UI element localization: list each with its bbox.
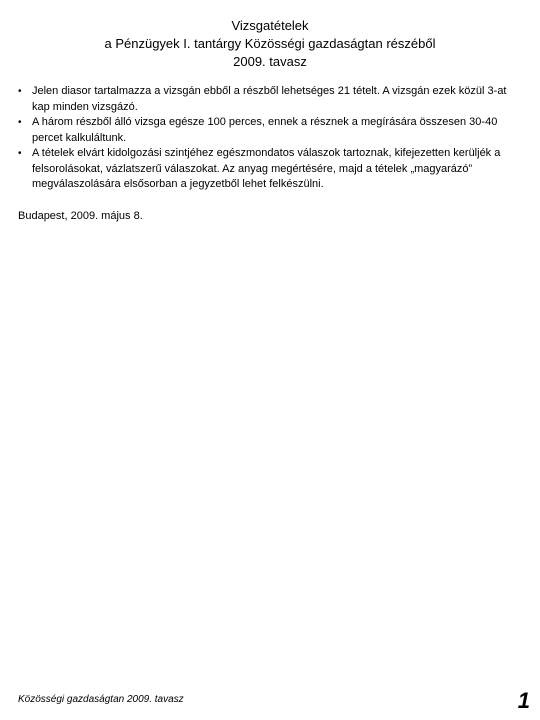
footer-text: Közösségi gazdaságtan 2009. tavasz (18, 694, 184, 705)
bullet-text: A három részből álló vizsga egésze 100 perces, ennek a résznek a megírására összesen 30-40 percet kalkuláltunk. (32, 116, 498, 144)
bullet-icon: • (18, 148, 22, 159)
bullet-item (18, 146, 526, 193)
title-line-3: 2009. tavasz (233, 54, 307, 69)
bullet-item (18, 115, 526, 146)
bullet-text: A tételek elvárt kidolgozási szintjéhez egészmondatos válaszok tartoznak, kifejezetten kerüljék a felsorolásokat, vázlatszerű válaszokat. Az anyag megértésére, majd a tételek „magyarázó” megválaszolására elsősorban a jegyzetből lehet felkészülni. (32, 147, 501, 190)
bullet-item (18, 84, 526, 115)
bullet-list (18, 84, 526, 193)
bullet-icon: • (18, 86, 22, 97)
page-number: 1 (517, 688, 530, 713)
bullet-text: Jelen diasor tartalmazza a vizsgán ebből a részből lehetséges 21 tételt. A vizsgán ezek közül 3-at kap minden vizsgázó. (32, 85, 507, 113)
title-line-1: Vizsgatételek (231, 18, 309, 33)
bullet-icon: • (18, 117, 22, 128)
page-title (0, 17, 540, 71)
date-line: Budapest, 2009. május 8. (18, 210, 143, 222)
title-line-2: a Pénzügyek I. tantárgy Közösségi gazdaságtan részéből (104, 36, 436, 51)
